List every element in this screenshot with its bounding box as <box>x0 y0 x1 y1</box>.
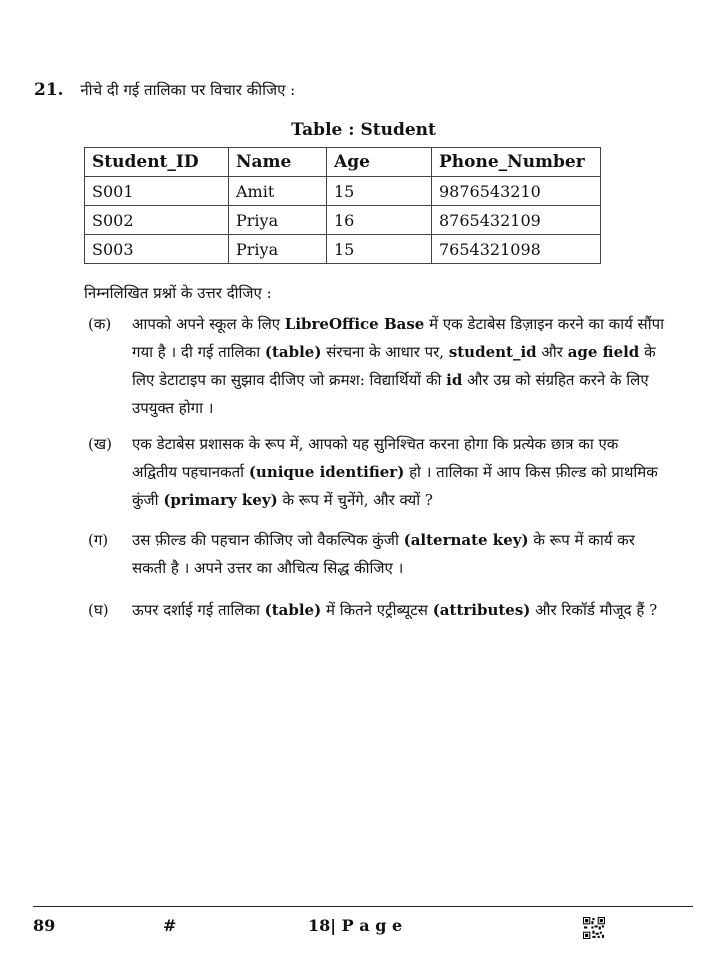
question-header <box>34 80 295 100</box>
part-text <box>132 430 666 514</box>
footer-divider <box>33 906 693 907</box>
part-text-segment: और <box>536 343 568 361</box>
question-prompt: नीचे दी गई तालिका पर विचार कीजिए : <box>80 81 296 99</box>
footer-code: 89 <box>33 916 56 935</box>
part-text-segment: संरचना के आधार पर, <box>321 343 449 361</box>
part-text-segment: हो । तालिका में आप किस फ़ील्ड को प्राथमिक कुंजी <box>132 463 658 509</box>
table-caption: Table : Student <box>291 120 436 140</box>
part-text <box>132 310 666 422</box>
cell-name: Priya <box>229 235 327 264</box>
header-student-id: Student_ID <box>85 148 229 177</box>
qr-code-icon <box>583 917 605 939</box>
part-text-segment: के रूप में चुनेंगे, और क्यों ? <box>277 491 433 509</box>
part-text-term: (table) <box>264 601 322 619</box>
part-text-segment: के रूप में कार्य कर सकती है । अपने उत्तर का औचित्य सिद्ध कीजिए । <box>132 531 635 577</box>
header-name: Name <box>229 148 327 177</box>
cell-age: 15 <box>327 235 432 264</box>
header-age: Age <box>327 148 432 177</box>
footer-hash: # <box>163 916 177 935</box>
part-text-segment: के लिए डेटाटाइप का सुझाव दीजिए जो क्रमश: विद्यार्थियों की <box>132 343 656 389</box>
part-label: (ख) <box>88 435 112 453</box>
footer-page-number: 18| P a g e <box>308 916 403 935</box>
part-text-term: (table) <box>264 343 322 361</box>
part-text-segment: एक डेटाबेस प्रशासक के रूप में, आपको यह सुनिश्चित करना होगा कि प्रत्येक छात्र का एक अद्वितीय पहचानकर्ता <box>132 435 619 481</box>
student-table <box>84 147 601 264</box>
cell-name: Amit <box>229 177 327 206</box>
part-text-term: age field <box>567 343 640 361</box>
cell-age: 15 <box>327 177 432 206</box>
question-part-gha <box>88 596 666 624</box>
cell-student-id: S002 <box>85 206 229 235</box>
cell-phone: 8765432109 <box>432 206 601 235</box>
part-text-segment: ऊपर दर्शाई गई तालिका <box>132 601 265 619</box>
cell-student-id: S003 <box>85 235 229 264</box>
part-text-term: (attributes) <box>432 601 531 619</box>
part-text-segment: में एक डेटाबेस डिज़ाइन करने का कार्य सौंपा गया है । दी गई तालिका <box>132 315 664 361</box>
table-header-row <box>85 148 601 177</box>
part-text-term: LibreOffice Base <box>284 315 425 333</box>
instructions: निम्नलिखित प्रश्नों के उत्तर दीजिए : <box>84 284 272 302</box>
table-row <box>85 206 601 235</box>
question-part-ka <box>88 310 666 422</box>
part-label: (घ) <box>88 601 109 619</box>
cell-name: Priya <box>229 206 327 235</box>
header-phone-number: Phone_Number <box>432 148 601 177</box>
question-part-kha <box>88 430 666 514</box>
table-row <box>85 177 601 206</box>
cell-phone: 9876543210 <box>432 177 601 206</box>
part-text-segment: और रिकॉर्ड मौजूद हैं ? <box>530 601 658 619</box>
part-text-term: (primary key) <box>163 491 278 509</box>
cell-phone: 7654321098 <box>432 235 601 264</box>
part-label: (क) <box>88 315 112 333</box>
part-text <box>132 596 666 624</box>
part-text-term: (unique identifier) <box>248 463 405 481</box>
part-text-segment: उस फ़ील्ड की पहचान कीजिए जो वैकल्पिक कुंजी <box>132 531 404 549</box>
part-text-term: (alternate key) <box>403 531 529 549</box>
question-number: 21. <box>34 80 64 100</box>
part-text-segment: और उम्र को संग्रहित करने के लिए उपयुक्त होगा । <box>132 371 649 417</box>
part-text-segment: में कितने एट्रीब्यूटस <box>321 601 433 619</box>
part-text-term: student_id <box>448 343 537 361</box>
part-text-segment: आपको अपने स्कूल के लिए <box>132 315 285 333</box>
table-row <box>85 235 601 264</box>
cell-student-id: S001 <box>85 177 229 206</box>
part-label: (ग) <box>88 531 109 549</box>
question-part-ga <box>88 526 666 582</box>
cell-age: 16 <box>327 206 432 235</box>
part-text-term: id <box>446 371 463 389</box>
part-text <box>132 526 666 582</box>
